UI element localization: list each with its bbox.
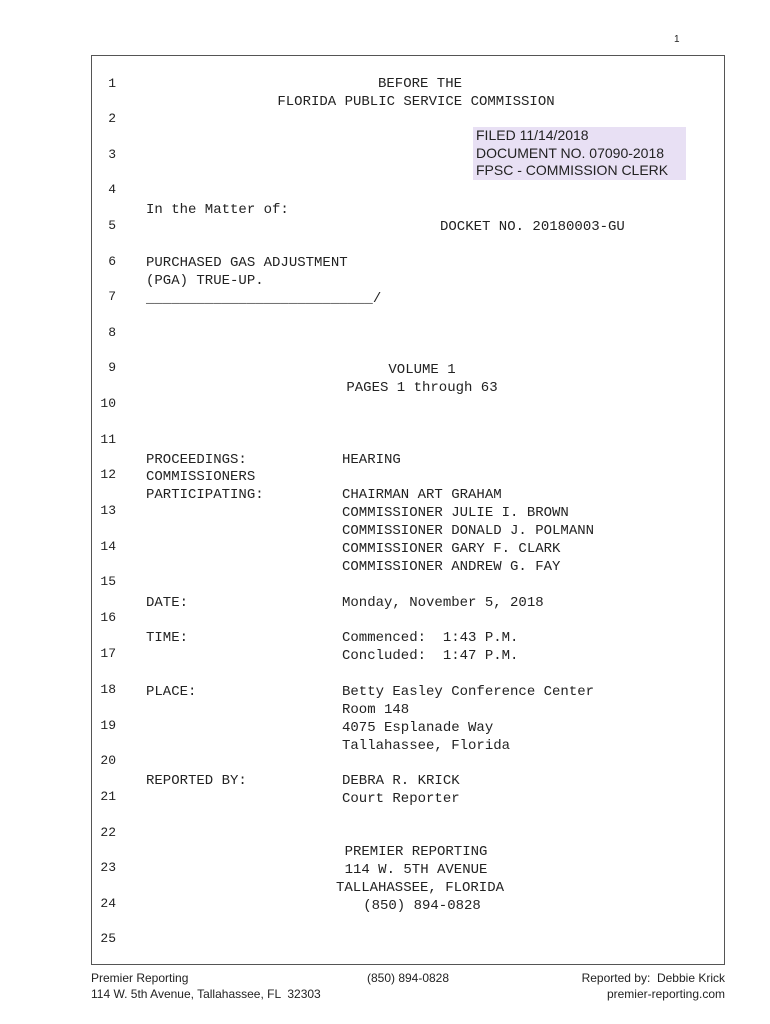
stamp-clerk: FPSC - COMMISSION CLERK	[476, 162, 669, 178]
line-number: 14	[100, 539, 116, 554]
filed-stamp	[473, 127, 686, 180]
place-line: Betty Easley Conference Center	[342, 684, 595, 700]
reporter-title: Court Reporter	[342, 791, 460, 807]
time-concluded: Concluded: 1:47 P.M.	[342, 648, 519, 664]
company-phone: (850) 894-0828	[363, 898, 481, 914]
place-line: Room 148	[342, 702, 410, 718]
line-number: 5	[108, 218, 116, 233]
page-number: 1	[674, 34, 680, 45]
line-number: 10	[100, 396, 116, 411]
line-number: 25	[100, 931, 116, 946]
line-number: 13	[100, 503, 116, 518]
footer-phone: (850) 894-0828	[366, 971, 450, 985]
line-number: 24	[100, 896, 116, 911]
reporter-name: DEBRA R. KRICK	[342, 773, 460, 789]
participating-label: PARTICIPATING:	[146, 487, 264, 503]
matter-title-2: (PGA) TRUE-UP.	[146, 273, 264, 289]
volume-label: VOLUME 1	[388, 362, 456, 378]
proceedings-value: HEARING	[342, 452, 401, 468]
line-number: 23	[100, 860, 116, 875]
line-number: 12	[100, 467, 116, 482]
commissioners-label: COMMISSIONERS	[146, 469, 256, 485]
stamp-document: DOCUMENT NO. 07090-2018	[476, 144, 665, 161]
line-number: 3	[108, 147, 116, 162]
docket-number: DOCKET NO. 20180003-GU	[440, 219, 625, 235]
matter-intro: In the Matter of:	[146, 202, 289, 218]
commissioner-name: COMMISSIONER DONALD J. POLMANN	[342, 523, 595, 539]
company-city: TALLAHASSEE, FLORIDA	[335, 880, 505, 896]
line-number: 2	[108, 111, 116, 126]
header-commission: FLORIDA PUBLIC SERVICE COMMISSION	[277, 94, 555, 110]
line-number: 11	[100, 432, 116, 447]
place-line: 4075 Esplanade Way	[342, 720, 494, 736]
pages-label: PAGES 1 through 63	[346, 380, 498, 396]
commissioner-name: CHAIRMAN ART GRAHAM	[342, 487, 502, 503]
reported-by-label: REPORTED BY:	[146, 773, 247, 789]
matter-underline: ___________________________/	[146, 291, 382, 307]
line-number: 18	[100, 682, 116, 697]
line-number: 7	[108, 289, 116, 304]
commissioner-name: COMMISSIONER GARY F. CLARK	[342, 541, 561, 557]
time-commenced: Commenced: 1:43 P.M.	[342, 630, 519, 646]
line-number: 22	[100, 825, 116, 840]
line-number: 15	[100, 574, 116, 589]
footer-company: Premier Reporting	[91, 971, 189, 985]
place-line: Tallahassee, Florida	[342, 738, 511, 754]
line-number: 9	[108, 360, 116, 375]
company-name: PREMIER REPORTING	[344, 844, 488, 860]
header-title: BEFORE THE	[377, 76, 462, 92]
footer-website[interactable]: premier-reporting.com	[606, 987, 725, 1001]
line-number: 20	[100, 753, 116, 768]
matter-title-1: PURCHASED GAS ADJUSTMENT	[146, 255, 348, 271]
line-number: 17	[100, 646, 116, 661]
stamp-filed: FILED 11/14/2018	[476, 127, 589, 143]
date-label: DATE:	[146, 595, 189, 611]
line-number: 1	[108, 76, 116, 91]
line-number: 21	[100, 789, 116, 804]
line-number: 6	[108, 254, 116, 269]
line-number: 19	[100, 718, 116, 733]
footer-reported-by: Reported by: Debbie Krick	[581, 971, 725, 985]
date-value: Monday, November 5, 2018	[342, 595, 544, 611]
place-label: PLACE:	[146, 684, 197, 700]
proceedings-label: PROCEEDINGS:	[146, 452, 247, 468]
commissioner-name: COMMISSIONER ANDREW G. FAY	[342, 559, 561, 575]
line-number: 8	[108, 325, 116, 340]
line-number: 4	[108, 182, 116, 197]
company-address: 114 W. 5TH AVENUE	[344, 862, 488, 878]
time-label: TIME:	[146, 630, 189, 646]
line-number: 16	[100, 610, 116, 625]
commissioner-name: COMMISSIONER JULIE I. BROWN	[342, 505, 569, 521]
footer-address: 114 W. 5th Avenue, Tallahassee, FL 32303	[91, 987, 321, 1001]
